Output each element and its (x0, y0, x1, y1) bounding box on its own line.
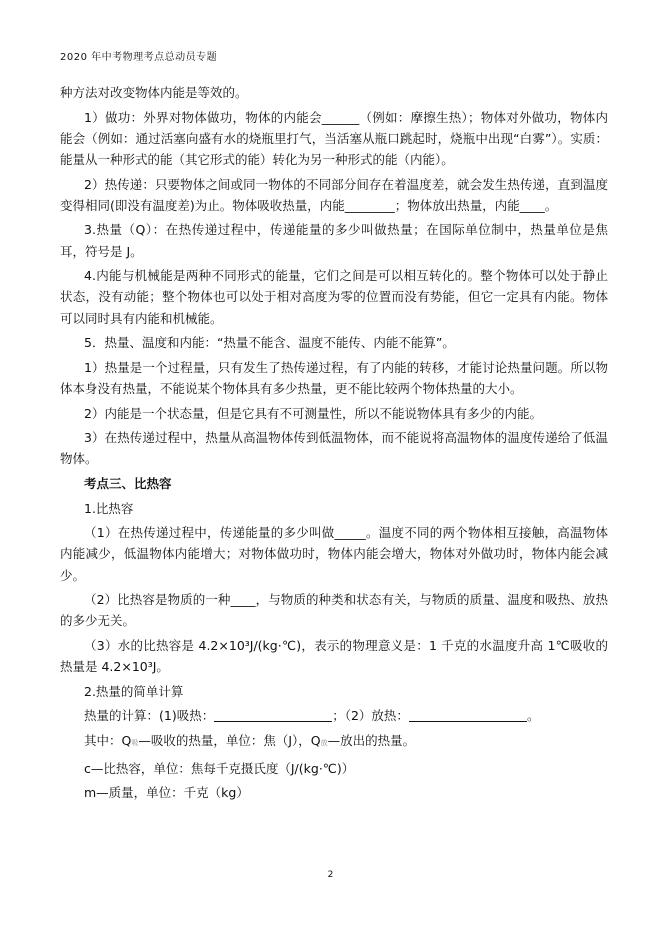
symbol-definition-m: m—质量，单位：千克（kg） (84, 785, 249, 801)
heat-calc-label: 热量的计算：(1)吸热： (84, 708, 215, 724)
paragraph-p0: 种方法对改变物体内能是等效的。 (60, 85, 248, 100)
paragraph-p3: 3.热量（Q）：在热传递过程中，传递能量的多少叫做热量；在国际单位制中，热量单位是焦耳，符号是 J。 (60, 222, 608, 259)
absorb-blank (214, 709, 332, 722)
paragraph-list (60, 82, 608, 702)
paragraph-p7: 2）内能是一个状态量，但是它具有不可测量性，所以不能说物体具有多少的内能。 (84, 405, 542, 421)
paragraph-p4: 4.内能与机械能是两种不同形式的能量，它们之间是可以相互转化的。整个物体可以处于静止状态，没有动能；整个物体也可以处于相对高度为零的位置而没有势能，但它一定具有内能。物体可以同时具有内能和机械能。 (60, 268, 608, 326)
symbol-definition-q (60, 730, 608, 754)
where-mid: —吸收的热量，单位：焦（J），Q (138, 732, 321, 748)
paragraph-p12: （2）比热容是物质的一种____，与物质的种类和状态有关，与物质的质量、温度和吸热、放热的多少无关。 (60, 592, 608, 629)
paragraph-p9: 考点三、比热容 (84, 475, 172, 491)
paragraph-p5: 5．热量、温度和内能：“热量不能含、温度不能传、内能不能算”。 (84, 335, 455, 351)
page-header: 2020 年中考物理考点总动员专题 (60, 52, 218, 63)
document-body (60, 82, 608, 807)
paragraph-p10: 1.比热容 (84, 500, 134, 516)
subscript-absorb: 吸 (131, 738, 139, 747)
where-end: —放出的热量。 (327, 732, 416, 748)
symbol-definition-c: c—比热容，单位：焦每千克摄氏度（J/(kg·℃)） (84, 760, 355, 776)
paragraph-p13: （3）水的比热容是 4.2×10³J/(kg·℃)，表示的物理意义是：1 千克的水温度升高 1℃吸收的热量是 4.2×10³J。 (60, 637, 608, 675)
paragraph-p14: 2.热量的简单计算 (84, 683, 184, 699)
release-blank (409, 709, 527, 722)
paragraph-p8: 3）在热传递过程中，热量从高温物体传到低温物体，而不能说将高温物体的温度传递给了低温物体。 (60, 430, 608, 467)
heat-calc-end: 。 (526, 708, 540, 724)
heat-calc-formula-line (60, 705, 608, 726)
page-number: 2 (327, 870, 334, 880)
where-pre: 其中：Q (84, 732, 132, 748)
paragraph-p11: （1）在热传递过程中，传递能量的多少叫做_____。温度不同的两个物体相互接触，高温物体内能减少，低温物体内能增大；对物体做功时，物体内能会增大，物体对外做功时，物体内能会减少。 (60, 525, 608, 583)
heat-calc-mid: ；（2）放热： (332, 708, 409, 724)
subscript-release: 放 (320, 738, 328, 747)
paragraph-p1: 1）做功：外界对物体做功，物体的内能会______（例如：摩擦生热）；物体对外做功，物体内能会（例如：通过活塞向盛有水的烧瓶里打气，当活塞从瓶口跳起时，烧瓶中出现“白雾”）。实质：能量从一种形式的能（其它形式的能）转化为另一种形式的能（内能）。 (60, 109, 608, 167)
paragraph-p6: 1）热量是一个过程量，只有发生了热传递过程，有了内能的转移，才能讨论热量问题。所以物体本身没有热量，不能说某个物体具有多少热量，更不能比较两个物体热量的大小。 (60, 359, 608, 396)
paragraph-p2: 2）热传递：只要物体之间或同一物体的不同部分间存在着温度差，就会发生热传递，直到温度变得相同(即没有温度差)为止。物体吸收热量，内能________；物体放出热量，内能____。 (60, 176, 608, 213)
